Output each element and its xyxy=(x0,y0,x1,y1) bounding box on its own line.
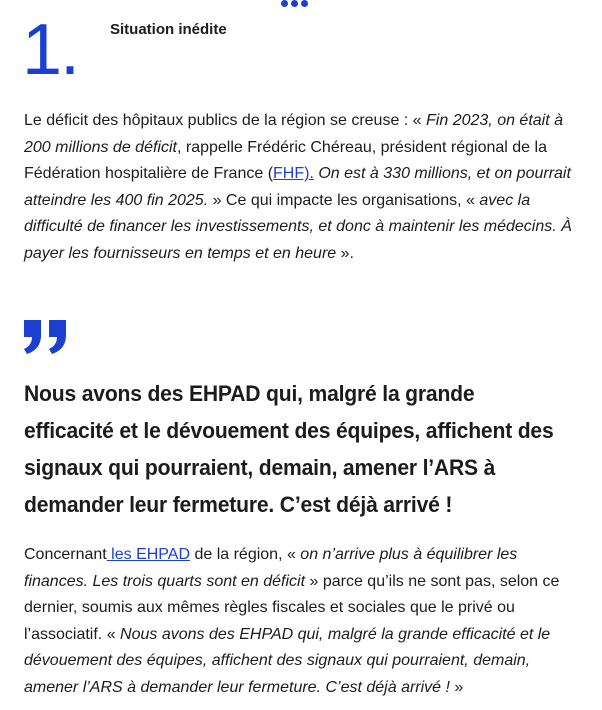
quote-mark-icon xyxy=(22,318,70,361)
text: Le déficit des hôpitaux publics de la région se creuse : « xyxy=(24,112,427,129)
text: » parce qu’ils ne sont pas, selon ce dernier, soumis aux mêmes règles fiscales et sociales que le privé ou l’associatif. « xyxy=(24,572,560,643)
ehpad-link[interactable]: les EHPAD xyxy=(106,546,190,563)
text: » xyxy=(449,678,464,696)
quote-text: Fin 2023, on était à 200 millions de déficit xyxy=(24,112,564,156)
quote-text: On est à 330 millions, et on pourrait atteindre les 400 fin 2025. xyxy=(24,165,571,209)
text: , rappelle Frédéric Chéreau, président régional de la Fédération hospitalière de France ( xyxy=(24,138,547,182)
pull-quote: Nous avons des EHPAD qui, malgré la grande efficacité et le dévouement des équipes, affichent des signaux qui pourraient, demain, amener l’ARS à demander leur fermeture. C’est déjà arrivé ! xyxy=(24,381,554,517)
quote-text: Nous avons des EHPAD qui, malgré la grande efficacité et le dévouement des équipes, affichent des signaux qui pourraient, demain, amener l’ARS à demander leur fermeture. C’est déjà arrivé ! xyxy=(24,625,551,696)
text: Concernant xyxy=(24,546,107,563)
text: ». xyxy=(336,244,354,262)
section-number: 1. xyxy=(22,10,79,90)
fhf-link[interactable]: FHF). xyxy=(273,165,314,182)
text: de la région, « xyxy=(190,546,301,563)
text: » Ce qui impacte les organisations, « xyxy=(208,191,480,209)
paragraph-deficit xyxy=(24,108,580,267)
quote-text: on n’arrive plus à équilibrer les finances. Les trois quarts sont en déficit xyxy=(24,546,518,590)
section-title: Situation inédite xyxy=(110,21,227,38)
quote-text: avec la difficulté de financer les investissements, et donc à maintenir les médecins. À payer les fournisseurs en temps et en heure xyxy=(24,191,572,262)
top-decoration xyxy=(281,0,311,12)
paragraph-ehpad xyxy=(24,542,580,701)
